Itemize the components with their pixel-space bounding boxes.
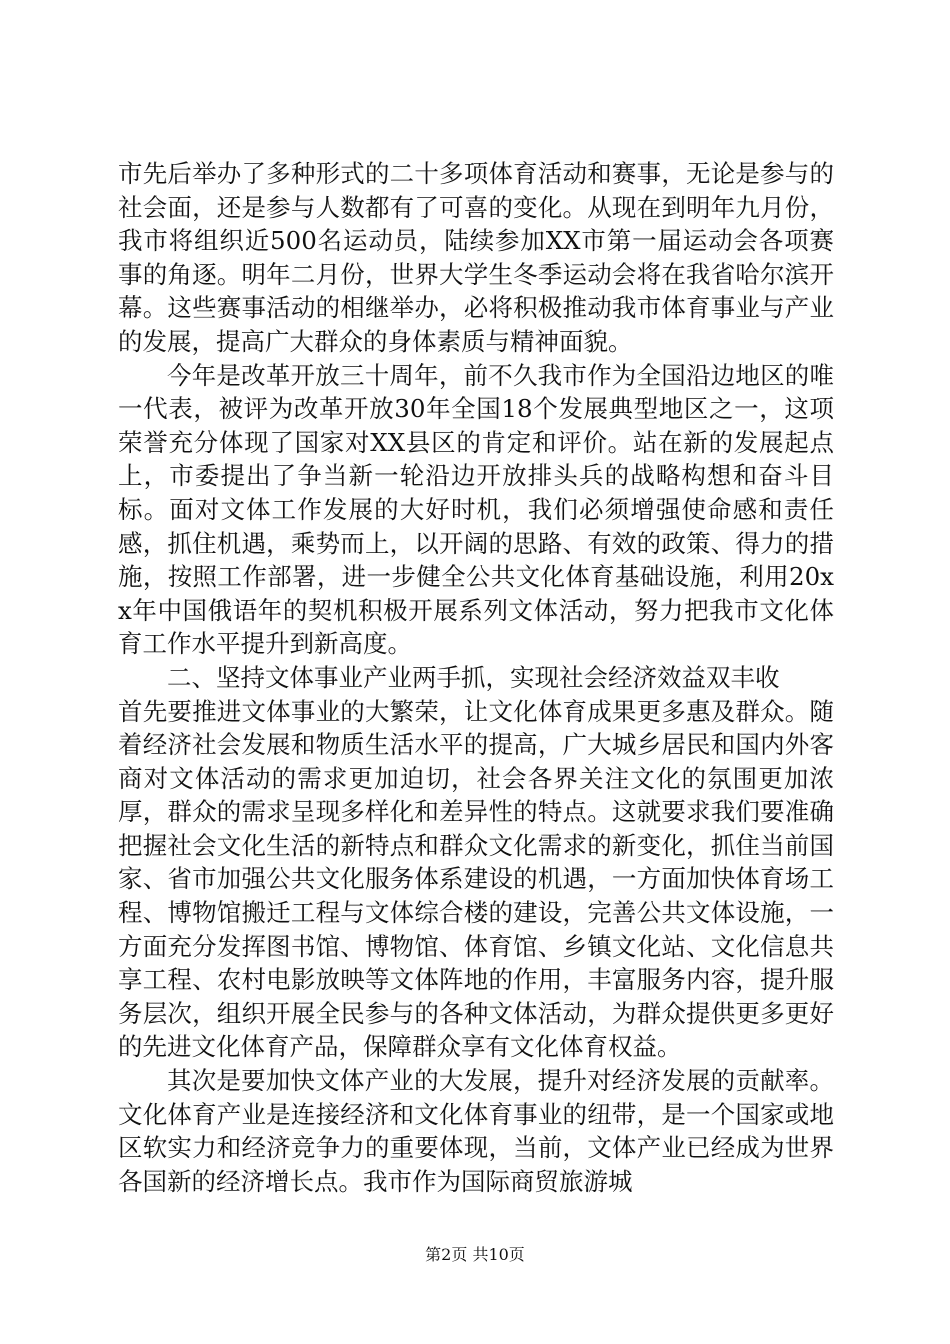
paragraph-2: 今年是改革开放三十周年，前不久我市作为全国沿边地区的唯一代表，被评为改革开放30年全国18个发展典型地区之一，这项荣誉充分体现了国家对XX县区的肯定和评价。站在新的发展起点上，市委提出了争当新一轮沿边开放排头兵的战略构想和奋斗目标。面对文体工作发展的大好时机，我们必须增强使命感和责任感，抓住机遇，乘势而上，以开阔的思路、有效的政策、得力的措施，按照工作部署，进一步健全公共文化体育基础设施，利用20xx年中国俄语年的契机积极开展系列文体活动，努力把我市文化体育工作水平提升到新高度。 [118,360,834,659]
document-body [118,157,834,1198]
paragraph-4: 其次是要加快文体产业的大发展，提升对经济发展的贡献率。文化体育产业是连接经济和文化体育事业的纽带，是一个国家或地区软实力和经济竞争力的重要体现，当前，文体产业已经成为世界各国新的经济增长点。我市作为国际商贸旅游城 [118,1066,834,1196]
paragraph-1: 市先后举办了多种形式的二十多项体育活动和赛事，无论是参与的社会面，还是参与人数都有了可喜的变化。从现在到明年九月份，我市将组织近500名运动员，陆续参加XX市第一届运动会各项赛事的角逐。明年二月份，世界大学生冬季运动会将在我省哈尔滨开幕。这些赛事活动的相继举办，必将积极推动我市体育事业与产业的发展，提高广大群众的身体素质与精神面貌。 [118,159,834,356]
paragraph-3: 首先要推进文体事业的大繁荣，让文化体育成果更多惠及群众。随着经济社会发展和物质生活水平的提高，广大城乡居民和国内外客商对文体活动的需求更加迫切，社会各界关注文化的氛围更加浓厚，群众的需求呈现多样化和差异性的特点。这就要求我们要准确把握社会文化生活的新特点和群众文化需求的新变化，抓住当前国家、省市加强公共文化服务体系建设的机遇，一方面加快体育场工程、博物馆搬迁工程与文体综合楼的建设，完善公共文体设施，一方面充分发挥图书馆、博物馆、体育馆、乡镇文化站、文化信息共享工程、农村电影放映等文体阵地的作用，丰富服务内容，提升服务层次，组织开展全民参与的各种文体活动，为群众提供更多更好的先进文化体育产品，保障群众享有文化体育权益。 [118,696,834,1062]
section-heading: 二、坚持文体事业产业两手抓，实现社会经济效益双丰收 [167,662,780,692]
page-number-footer: 第2页 共10页 [425,1245,525,1264]
